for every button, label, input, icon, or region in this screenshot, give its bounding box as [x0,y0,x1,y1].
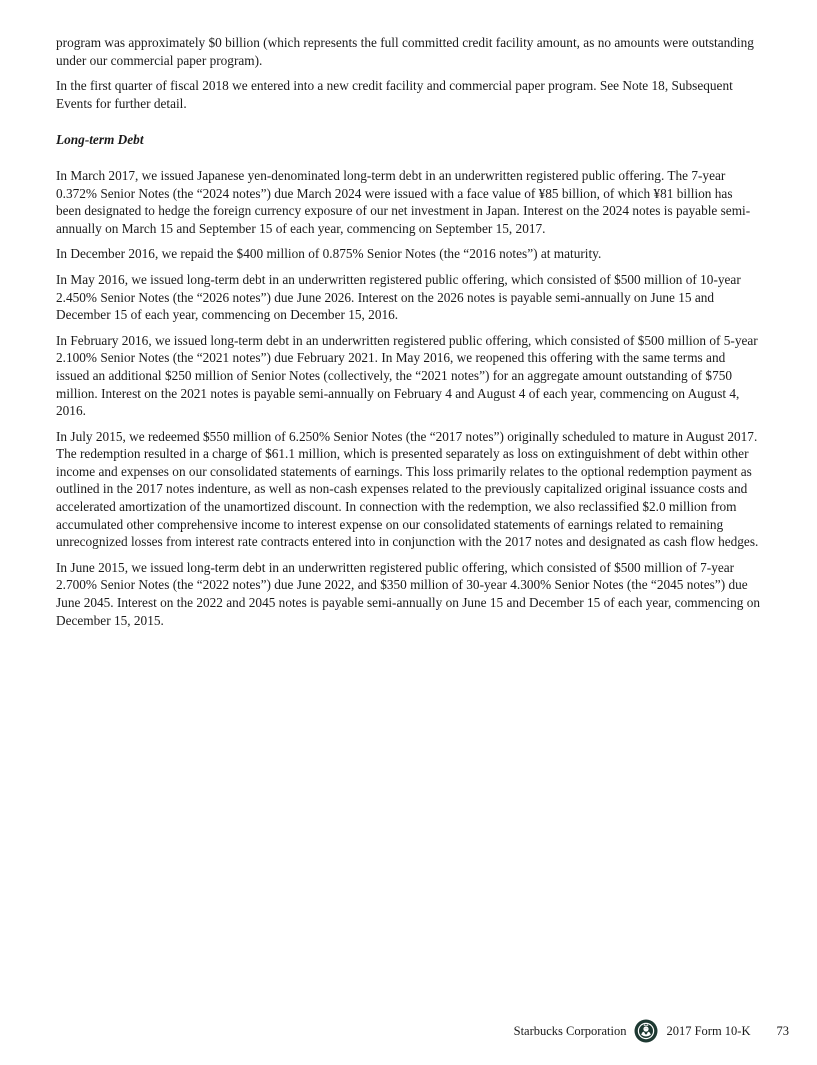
footer-company-name: Starbucks Corporation [513,1023,627,1038]
paragraph-2026-notes: In May 2016, we issued long-term debt in an underwritten registered public offering, which consisted of $500 million of 10-year 2.450% Senior Notes (the “2026 notes”) due June 2026. Interest on the 2026 notes is payable semi-annually on June 15 and December 15 of each year, commencing on December 15, 2016. [56,271,741,323]
section-heading-long-term-debt: Long-term Debt [56,132,144,148]
paragraph-credit-facility-amount: program was approximately $0 billion (which represents the full committed credit facility amount, as no amounts were outstanding under our commercial paper program). [56,35,754,68]
paragraph-2024-notes: In March 2017, we issued Japanese yen-denominated long-term debt in an underwritten registered public offering. The 7-year 0.372% Senior Notes (the “2024 notes”) due March 2024 were issued with a face value of ¥85 billion, of which ¥81 billion has been designated to hedge the foreign currency exposure of our net investment in Japan. Interest on the 2024 notes is payable semi-annually on March 15 and September 15 of each year, commencing on September 15, 2017. [56,167,751,236]
page-number: 73 [776,1023,789,1038]
starbucks-siren-logo-icon [634,1019,658,1043]
paragraph-new-credit-facility: In the first quarter of fiscal 2018 we entered into a new credit facility and commercial paper program. See Note 18, Subsequent Events for further detail. [56,78,733,111]
paragraph-2016-notes: In December 2016, we repaid the $400 million of 0.875% Senior Notes (the “2016 notes”) at maturity. [56,246,602,262]
paragraph-2017-notes-redemption: In July 2015, we redeemed $550 million of 6.250% Senior Notes (the “2017 notes”) originally scheduled to mature in August 2017. The redemption resulted in a charge of $61.1 million, which is presented separately as loss on extinguishment of debt within other income and expenses on our consolidated statements of earnings. This loss primarily relates to the optional redemption payment as outlined in the 2017 notes indenture, as well as non-cash expenses related to the previously capitalized original issuance costs and accelerated amortization of the unamortized discount. In connection with the redemption, we also reclassified $2.0 million from accumulated other comprehensive income to interest expense on our consolidated statements of earnings related to remaining unrecognized losses from interest rate contracts entered into in conjunction with the 2017 notes and designated as cash flow hedges. [56,428,759,550]
page-footer [514,1018,789,1044]
paragraph-2021-notes: In February 2016, we issued long-term debt in an underwritten registered public offering, which consisted of $500 million of 5-year 2.100% Senior Notes (the “2021 notes”) due February 2021. In May 2016, we reopened this offering with the same terms and issued an additional $250 million of Senior Notes (collectively, the “2021 notes”) for an aggregate amount outstanding of $750 million. Interest on the 2021 notes is payable semi-annually on February 4 and August 4 of each year, commencing on August 4, 2016. [56,332,758,419]
page-body [56,34,760,637]
footer-form-label: 2017 Form 10-K [666,1023,751,1038]
paragraph-2022-2045-notes: In June 2015, we issued long-term debt in an underwritten registered public offering, which consisted of $500 million of 7-year 2.700% Senior Notes (the “2022 notes”) due June 2022, and $350 million of 30-year 4.300% Senior Notes (the “2045 notes”) due June 2045. Interest on the 2022 and 2045 notes is payable semi-annually on June 15 and December 15 of each year, commencing on December 15, 2015. [56,559,761,628]
